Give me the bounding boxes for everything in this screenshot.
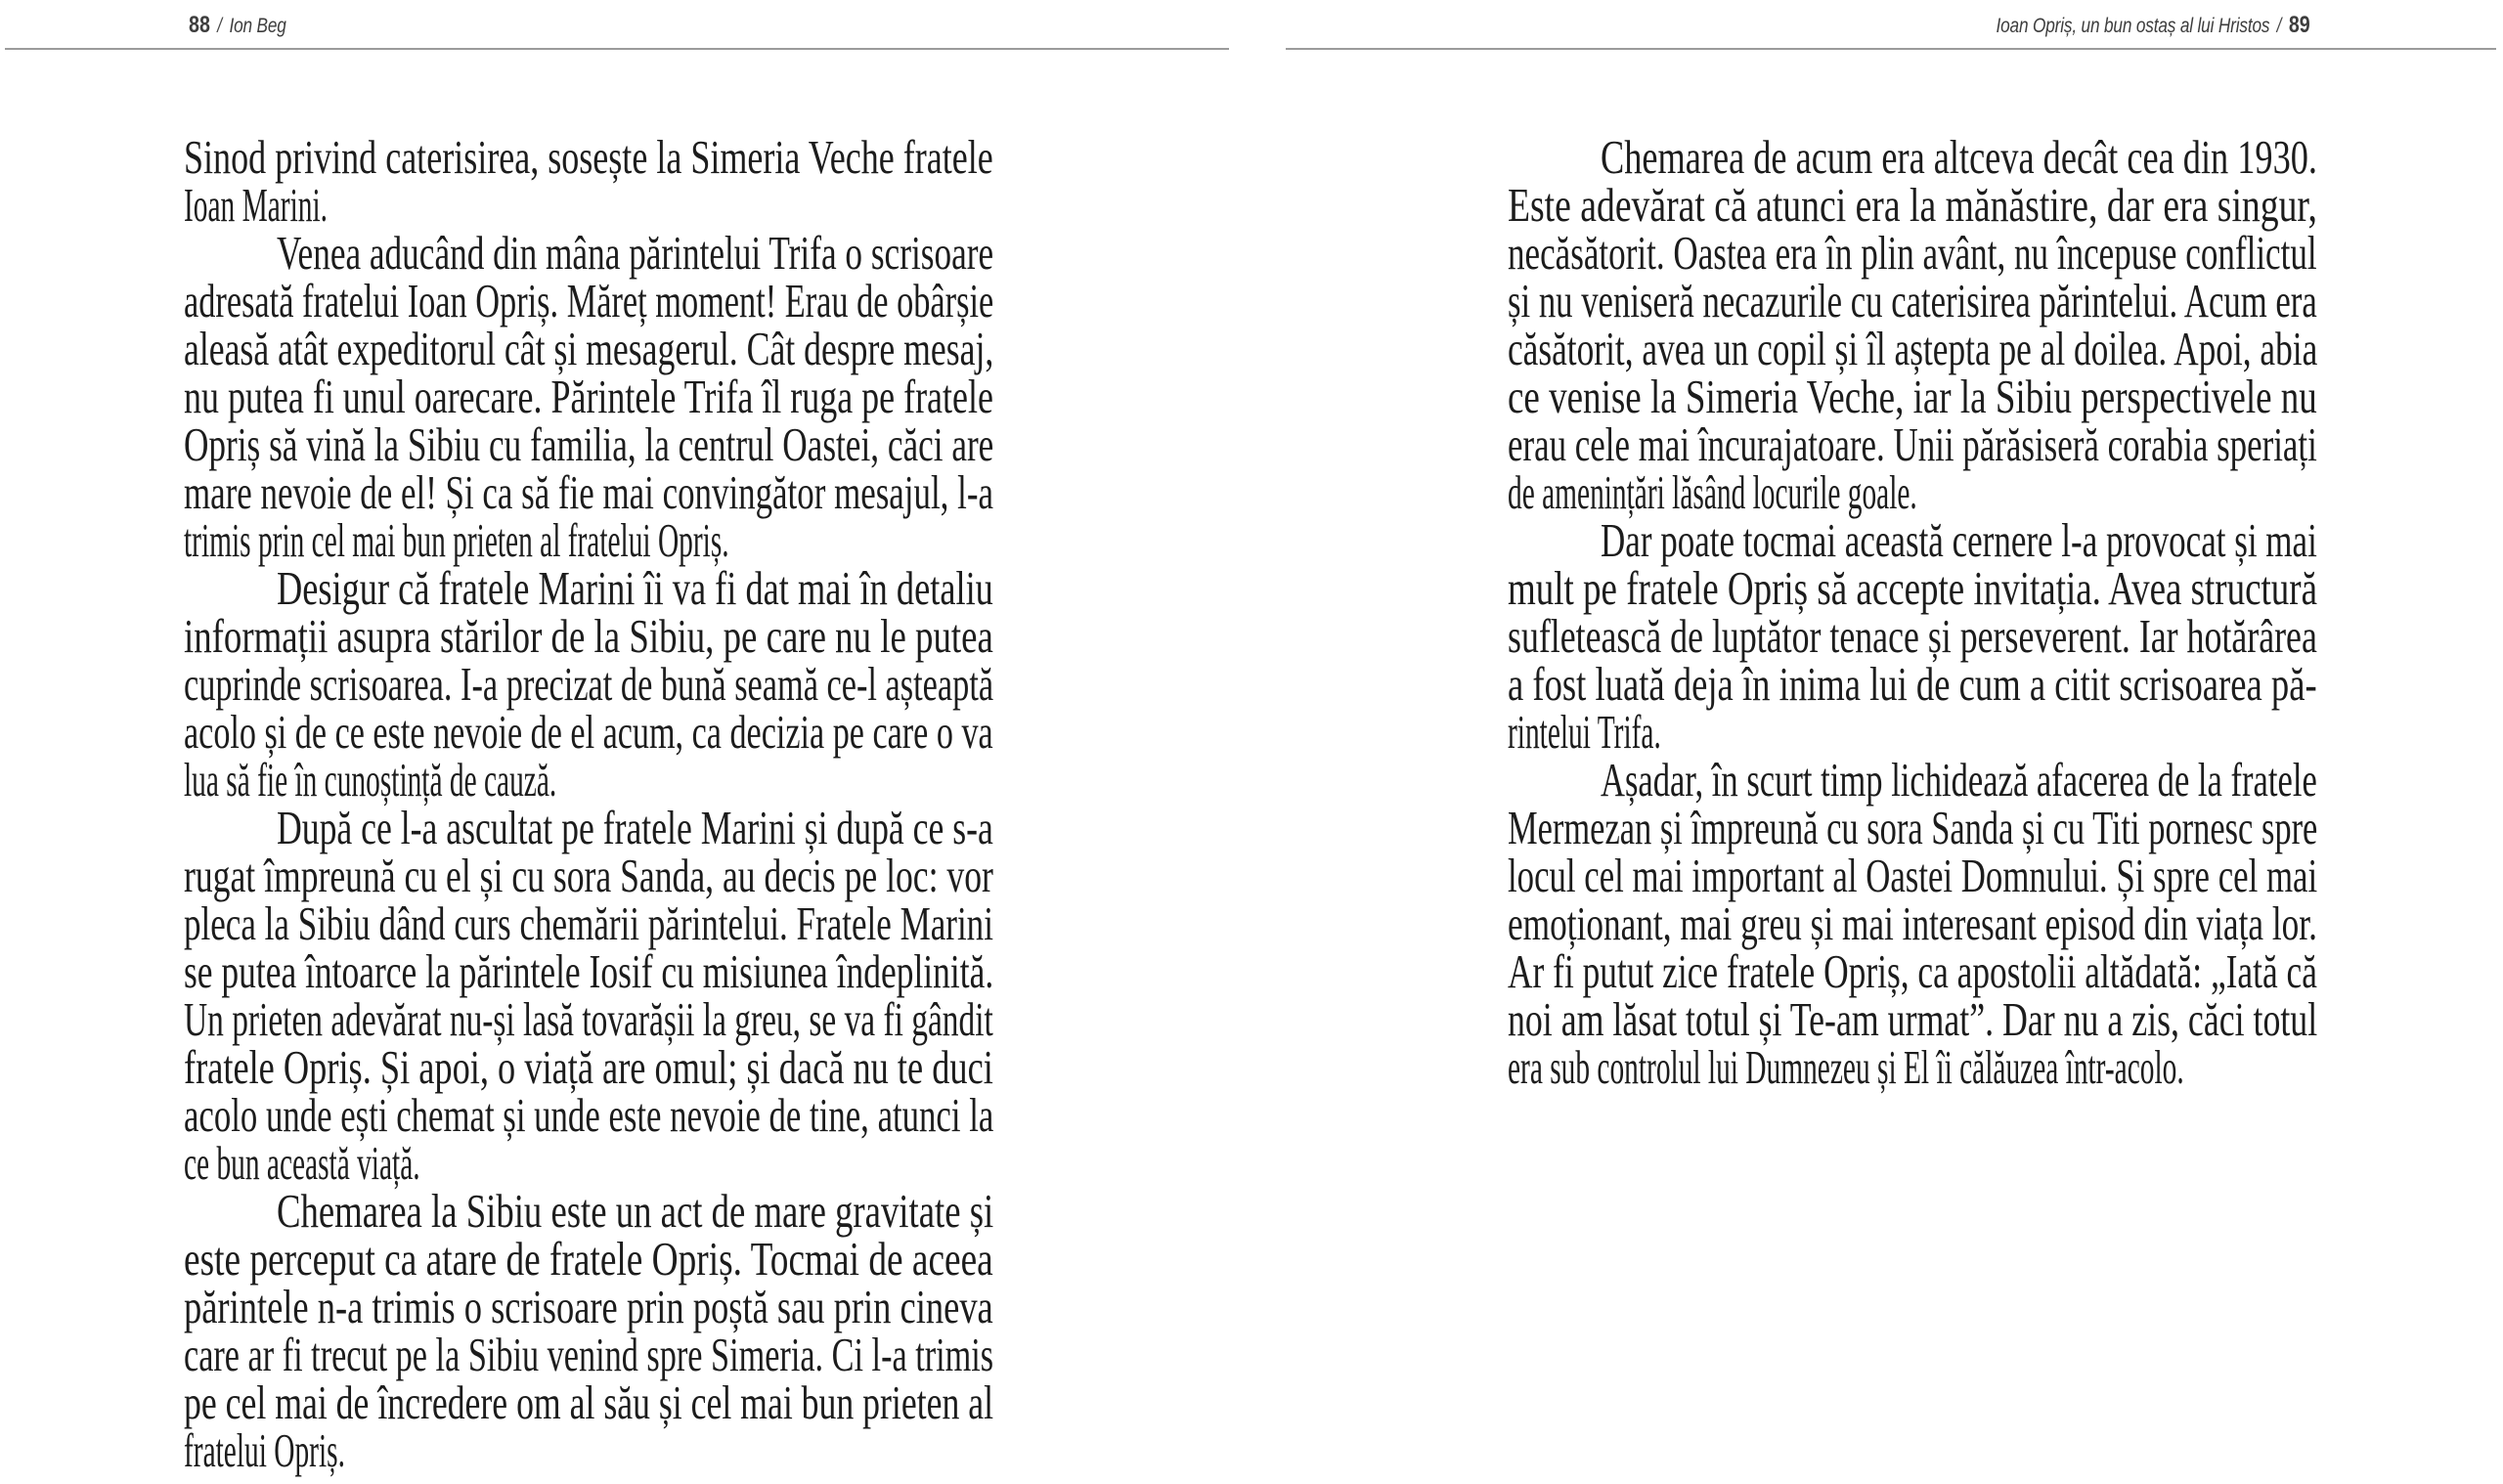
- text-line: adresată fratelui Ioan Opriș. Măreț moment! Erau de obârșie: [184, 274, 994, 327]
- left-page-number: 88: [189, 12, 210, 38]
- right-page-number: 89: [2289, 12, 2310, 38]
- text-line: Desigur că fratele Marini îi va fi dat mai în detaliu: [277, 561, 993, 615]
- text-line: fratele Opriș. Și apoi, o viață are omul; și dacă nu te duci: [184, 1040, 993, 1094]
- text-line: cuprinde scrisoarea. I-a precizat de bună seamă ce-l așteaptă: [184, 657, 994, 711]
- text-line: erau cele mai încurajatoare. Unii părăsiseră corabia speriați: [1508, 417, 2317, 471]
- text-line: mult pe fratele Opriș să accepte invitația. Avea structură: [1508, 561, 2318, 615]
- text-line: acolo unde ești chemat și unde este nevoie de tine, atunci la: [184, 1088, 994, 1142]
- text-line: Chemarea la Sibiu este un act de mare gravitate și: [277, 1184, 994, 1238]
- text-line: rugat împreună cu el și cu sora Sanda, au decis pe loc: vor: [184, 849, 993, 902]
- text-line: ce bun această viață.: [184, 1136, 420, 1190]
- text-line: fratelui Opriș.: [184, 1423, 345, 1477]
- left-page-header: [189, 12, 286, 41]
- text-line: sufletească de luptător tenace și perseverent. Iar hotărârea: [1508, 609, 2317, 663]
- text-line: noi am lăsat totul și Te-am urmat”. Dar nu a zis, căci totul: [1508, 992, 2318, 1046]
- text-line: a fost luată deja în inima lui de cum a citit scrisoarea pă-: [1508, 657, 2317, 711]
- text-line: și nu veniseră necazurile cu caterisirea părintelui. Acum era: [1508, 274, 2317, 327]
- text-line: Mermezan și împreună cu sora Sanda și cu Titi pornesc spre: [1508, 801, 2318, 854]
- text-line: de amenințări lăsând locurile goale.: [1508, 465, 1917, 519]
- text-line: lua să fie în cunoștință de cauză.: [184, 753, 557, 807]
- text-line: informații asupra stărilor de la Sibiu, pe care nu le putea: [184, 609, 993, 663]
- text-line: După ce l-a ascultat pe fratele Marini și după ce s-a: [277, 801, 993, 854]
- text-line: acolo și de ce este nevoie de el acum, ca decizia pe care o va: [184, 705, 993, 759]
- text-line: se putea întoarce la părintele Iosif cu misiunea îndeplinită.: [184, 944, 994, 998]
- right-running-title: Ioan Opriș, un bun ostaș al lui Hristos: [1996, 15, 2270, 37]
- right-page-header: [1997, 12, 2310, 41]
- text-line: ce venise la Simeria Veche, iar la Sibiu perspectivele nu: [1508, 370, 2317, 423]
- text-line: trimis prin cel mai bun prieten al fratelui Opriș.: [184, 513, 729, 567]
- text-line: mare nevoie de el! Și ca să fie mai convingător mesajul, l-a: [184, 465, 993, 519]
- text-line: căsătorit, avea un copil și îl aștepta pe al doilea. Apoi, abia: [1508, 322, 2318, 375]
- left-header-rule: [5, 48, 1229, 50]
- left-page-text: [184, 130, 994, 1477]
- right-header-separator: /: [2276, 15, 2282, 37]
- text-line: rintelui Trifa.: [1508, 705, 1661, 759]
- text-line: Așadar, în scurt timp lichidează afacerea de la fratele: [1601, 753, 2317, 807]
- text-line: Chemarea de acum era altceva decât cea din 1930.: [1601, 130, 2317, 184]
- right-page-text: [1508, 130, 2318, 1094]
- text-line: necăsătorit. Oastea era în plin avânt, nu începuse conflictul: [1508, 226, 2317, 280]
- left-header-separator: /: [217, 15, 223, 37]
- text-line: părintele n-a trimis o scrisoare prin poștă sau prin cineva: [184, 1280, 993, 1333]
- right-header-rule: [1286, 48, 2496, 50]
- left-running-title: Ion Beg: [229, 15, 286, 37]
- text-line: aleasă atât expeditorul cât și mesagerul. Cât despre mesaj,: [184, 322, 994, 375]
- text-line: Venea aducând din mâna părintelui Trifa o scrisoare: [277, 226, 994, 280]
- text-line: Un prieten adevărat nu-și lasă tovarășii la greu, se va fi gândit: [184, 992, 993, 1046]
- text-line: pleca la Sibiu dând curs chemării părintelui. Fratele Marini: [184, 896, 993, 950]
- text-line: emoționant, mai greu și mai interesant episod din viața lor.: [1508, 896, 2317, 950]
- text-line: locul cel mai important al Oastei Domnului. Și spre cel mai: [1508, 849, 2318, 902]
- text-line: nu putea fi unul oarecare. Părintele Trifa îl ruga pe fratele: [184, 370, 993, 423]
- text-line: este perceput ca atare de fratele Opriș. Tocmai de aceea: [184, 1232, 993, 1286]
- text-line: pe cel mai de încredere om al său și cel mai bun prieten al: [184, 1375, 994, 1429]
- text-line: Opriș să vină la Sibiu cu familia, la centrul Oastei, căci are: [184, 417, 994, 471]
- text-line: Este adevărat că atunci era la mănăstire, dar era singur,: [1508, 178, 2317, 232]
- text-line: era sub controlul lui Dumnezeu și El îi călăuzea într-acolo.: [1508, 1040, 2184, 1094]
- text-line: Dar poate tocmai această cernere l-a provocat și mai: [1601, 513, 2317, 567]
- text-line: Sinod privind caterisirea, sosește la Simeria Veche fratele: [184, 130, 993, 184]
- text-line: Ioan Marini.: [184, 178, 328, 232]
- text-line: care ar fi trecut pe la Sibiu venind spre Simeria. Ci l-a trimis: [184, 1328, 994, 1381]
- text-line: Ar fi putut zice fratele Opriș, ca apostolii altădată: „Iată că: [1508, 944, 2317, 998]
